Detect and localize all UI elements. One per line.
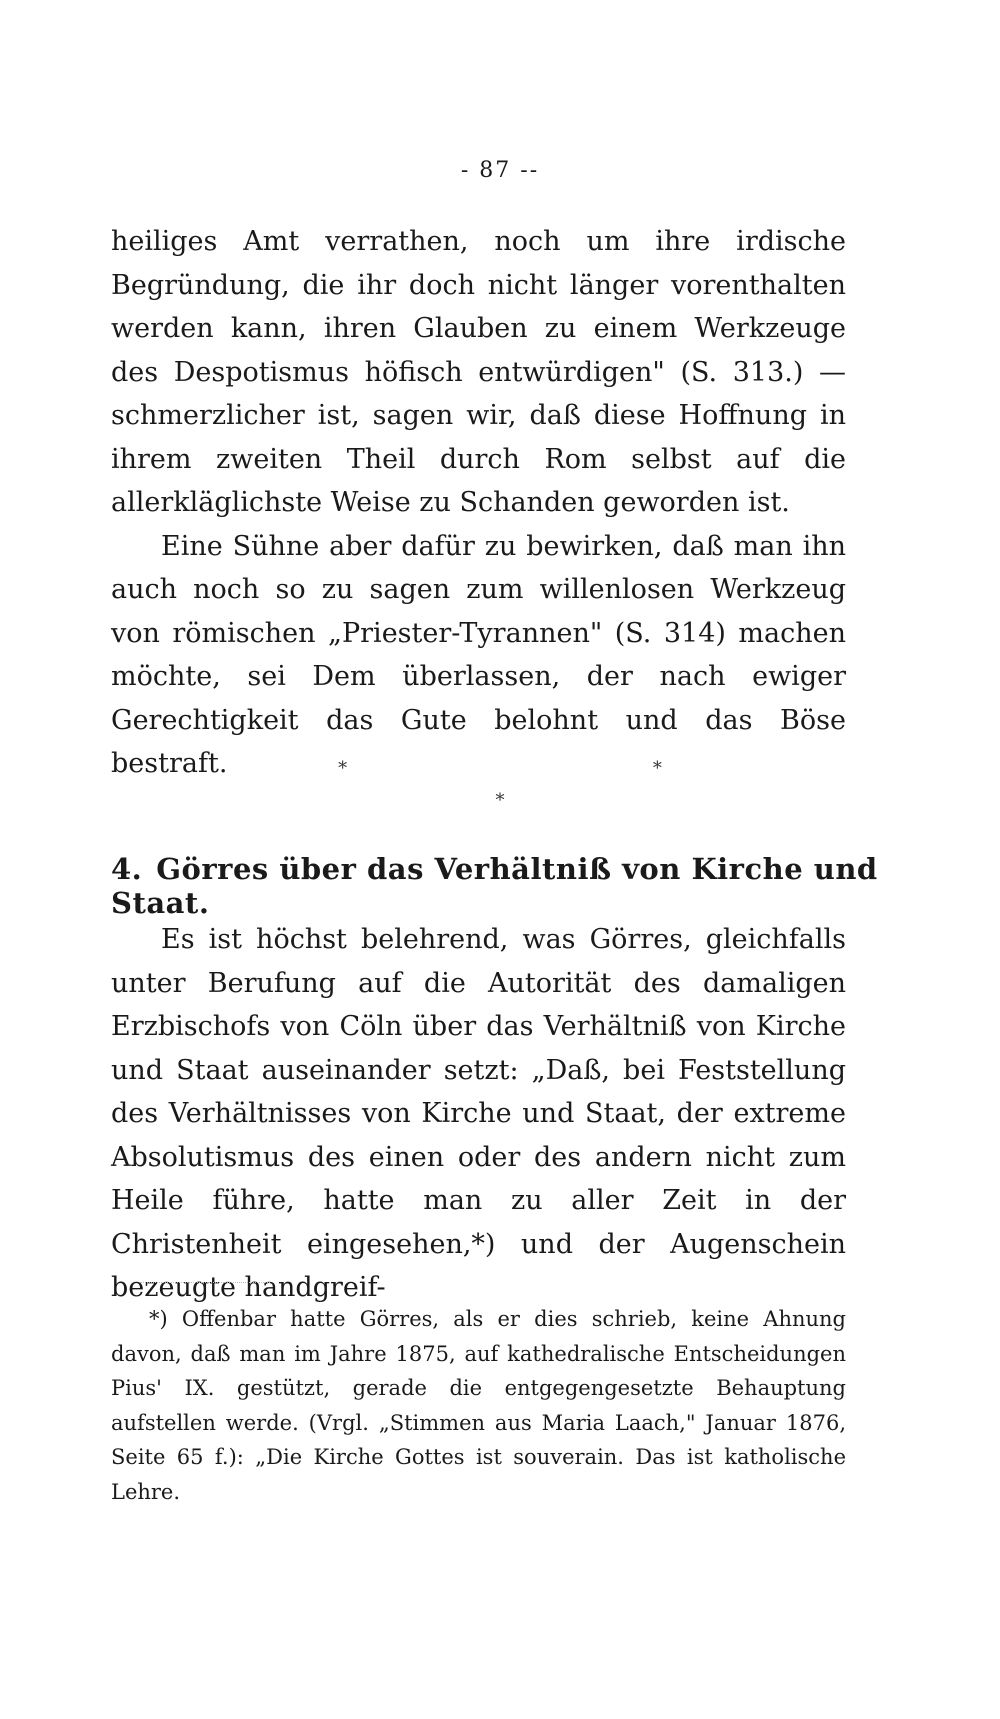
separator-stars-top: * *	[338, 758, 812, 779]
paragraph-goerres: Es ist höchst belehrend, was Görres, gleichfalls unter Berufung auf die Autorität des damaligen Erzbischofs von Cöln über das Verhältniß von Kirche und Staat auseinander setzt: „Daß, bei Feststellung des Verhältnisses von Kirche und Staat, der extreme Absolutismus des einen oder des andern nicht zum Heile führe, hatte man zu aller Zeit in der Christenheit eingesehen,*) und der Augenschein bezeugte handgreif-	[111, 924, 846, 1303]
footnote-text: *) Offenbar hatte Görres, als er dies schrieb, keine Ahnung davon, daß man im Jahre 1875, auf kathedralische Entscheidungen Pius' IX. gestützt, gerade die entgegengesetzte Behauptung aufstellen werde. (Vrgl. „Stimmen aus Maria Laach," Januar 1876, Seite 65 f.): „Die Kirche Gottes ist souverain. Das ist katholische Lehre.	[111, 1307, 846, 1504]
section-separator-bottom	[0, 790, 1000, 811]
footnote-divider	[140, 1282, 270, 1283]
page-number: - 87 --	[460, 158, 540, 183]
section-text-block	[111, 918, 846, 1310]
paragraph-suehne: Eine Sühne aber dafür zu bewirken, daß man ihn auch noch so zu sagen zum willenlosen Werkzeug von römischen „Priester-Tyrannen" (S. 314) machen möchte, sei Dem überlassen, der nach ewiger Gerechtigkeit das Gute belohnt und das Böse bestraft.	[111, 530, 846, 779]
paragraph-continuation: heiliges Amt verrathen, noch um ihre irdische Begründung, die ihr doch nicht länger vorenthalten werden kann, ihren Glauben zu einem Werkzeuge des Despotismus höfisch entwürdigen" (S. 313.) — schmerzlicher ist, sagen wir, daß diese Hoffnung in ihrem zweiten Theil durch Rom selbst auf die allerkläglichste Weise zu Schanden geworden ist.	[111, 226, 846, 518]
top-text-block	[111, 220, 846, 786]
section-separator-top	[0, 758, 1000, 779]
footnote	[111, 1302, 846, 1509]
section-heading	[111, 852, 891, 920]
separator-star-bottom: *	[495, 790, 505, 811]
section-number: 4.	[111, 852, 143, 886]
section-title: Görres über das Verhältniß von Kirche und Staat.	[111, 852, 878, 920]
